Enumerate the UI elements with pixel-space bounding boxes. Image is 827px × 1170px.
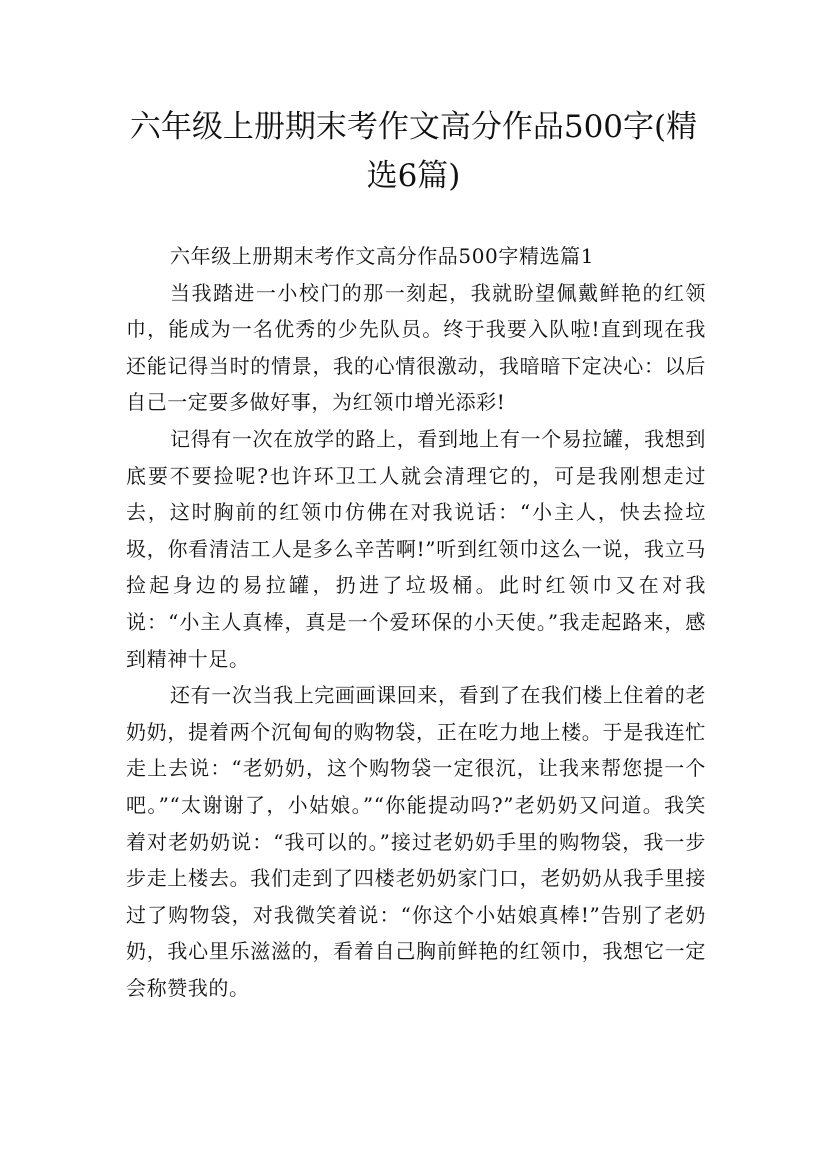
document-title: 六年级上册期末考作文高分作品500字(精选6篇)	[129, 109, 698, 194]
section-title: 六年级上册期末考作文高分作品500字精选篇1	[170, 244, 595, 268]
document-body	[126, 238, 706, 1006]
paragraph-3: 还有一次当我上完画画课回来，看到了在我们楼上住着的老奶奶，提着两个沉甸甸的购物袋，正在吃力地上楼。于是我连忙走上去说：“老奶奶，这个购物袋一定很沉，让我来帮您提一个吧。”“太谢谢了，小姑娘。”“你能提动吗?”老奶奶又问道。我笑着对老奶奶说：“我可以的。”接过老奶奶手里的购物袋，我一步步走上楼去。我们走到了四楼老奶奶家门口，老奶奶从我手里接过了购物袋，对我微笑着说：“你这个小姑娘真棒!”告别了老奶奶，我心里乐滋滋的，看着自己胸前鲜艳的红领巾，我想它一定会称赞我的。	[126, 683, 706, 1000]
paragraph-2: 记得有一次在放学的路上，看到地上有一个易拉罐，我想到底要不要捡呢?也许环卫工人就会清理它的，可是我刚想走过去，这时胸前的红领巾仿佛在对我说话：“小主人，快去捡垃圾，你看清洁工人是多么辛苦啊!”听到红领巾这么一说，我立马捡起身边的易拉罐，扔进了垃圾桶。此时红领巾又在对我说：“小主人真棒，真是一个爱环保的小天使。”我走起路来，感到精神十足。	[126, 426, 706, 671]
paragraph-1: 当我踏进一小校门的那一刻起，我就盼望佩戴鲜艳的红领巾，能成为一名优秀的少先队员。终于我要入队啦!直到现在我还能记得当时的情景，我的心情很激动，我暗暗下定决心：以后自己一定要多做好事，为红领巾增光添彩!	[126, 280, 706, 415]
